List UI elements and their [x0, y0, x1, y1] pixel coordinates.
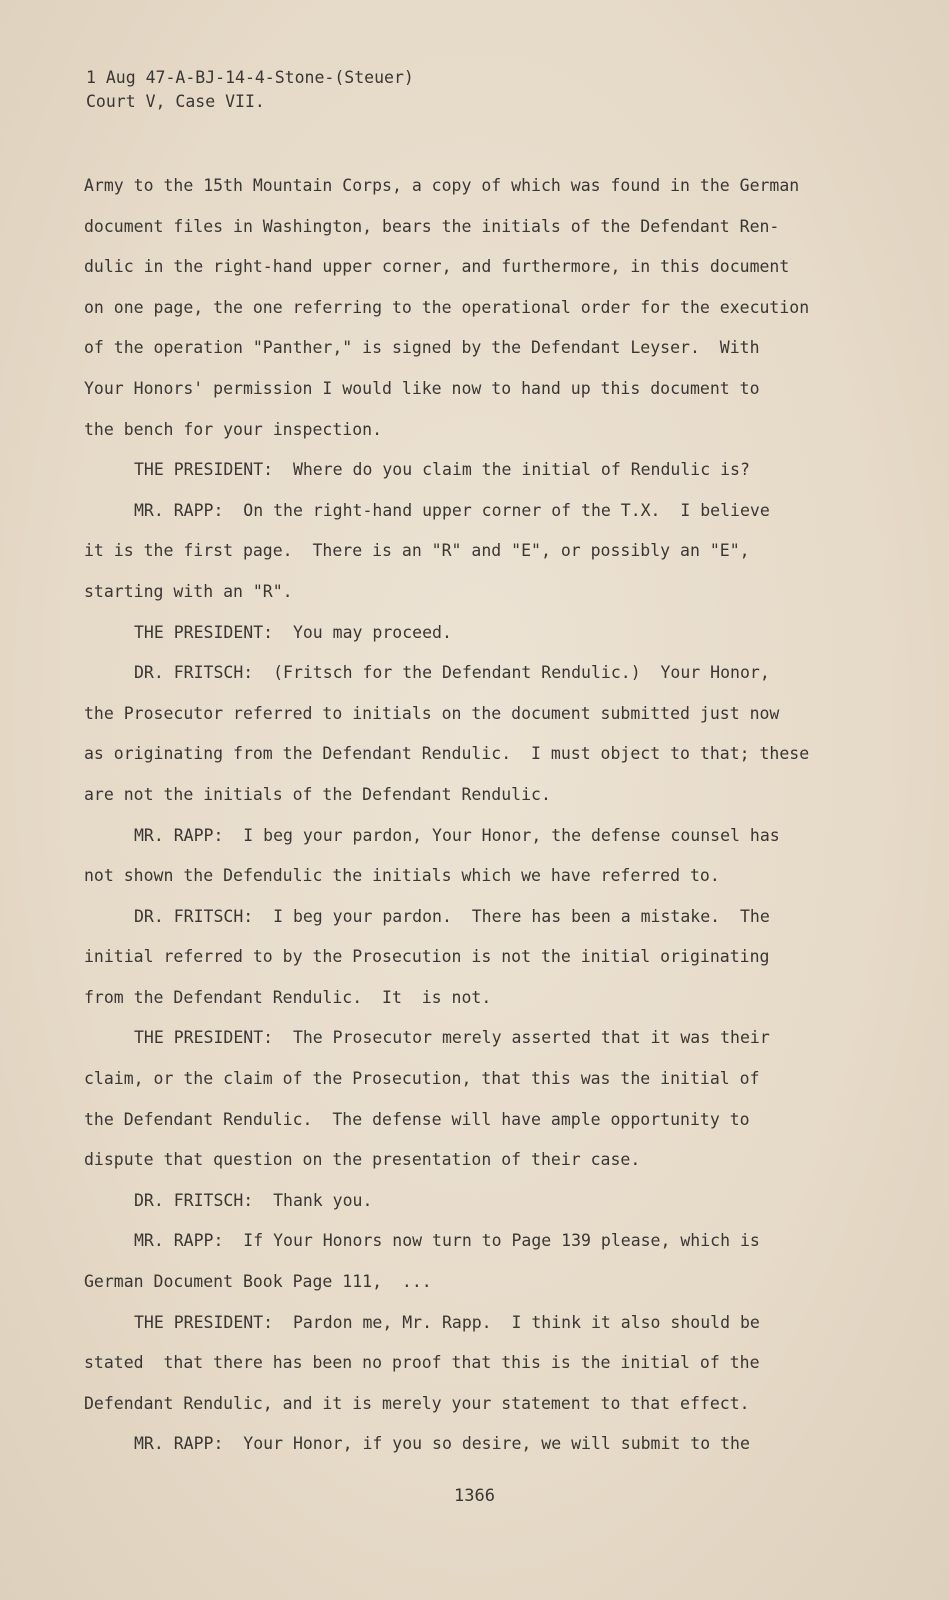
transcript-line: document files in Washington, bears the initials of the Defendant Ren-	[84, 216, 780, 236]
transcript-body	[84, 166, 874, 1465]
transcript-line: DR. FRITSCH: (Fritsch for the Defendant Rendulic.) Your Honor,	[134, 663, 770, 683]
transcript-line: DR. FRITSCH: I beg your pardon. There has been a mistake. The	[134, 906, 770, 926]
transcript-line: DR. FRITSCH: Thank you.	[134, 1190, 373, 1210]
transcript-line: as originating from the Defendant Rendulic. I must object to that; these	[84, 744, 810, 764]
transcript-line: the Prosecutor referred to initials on the document submitted just now	[84, 703, 780, 723]
transcript-line: stated that there has been no proof that this is the initial of the	[84, 1353, 760, 1373]
transcript-line: on one page, the one referring to the operational order for the execution	[84, 297, 810, 317]
transcript-line: MR. RAPP: If Your Honors now turn to Page 139 please, which is	[134, 1231, 760, 1251]
document-header	[86, 66, 414, 114]
transcript-line: MR. RAPP: On the right-hand upper corner of the T.X. I believe	[134, 500, 770, 520]
transcript-line: starting with an "R".	[84, 581, 293, 601]
transcript-line: THE PRESIDENT: The Prosecutor merely asserted that it was their	[134, 1028, 770, 1048]
transcript-line: THE PRESIDENT: You may proceed.	[134, 622, 452, 642]
page-number: 1366	[454, 1486, 495, 1506]
transcript-line: it is the first page. There is an "R" and "E", or possibly an "E",	[84, 541, 750, 561]
transcript-line: the bench for your inspection.	[84, 419, 383, 439]
transcript-line: MR. RAPP: I beg your pardon, Your Honor, the defense counsel has	[134, 825, 780, 845]
transcript-line: the Defendant Rendulic. The defense will have ample opportunity to	[84, 1109, 750, 1129]
header-court-line: Court V, Case VII.	[86, 92, 265, 111]
transcript-line: initial referred to by the Prosecution is not the initial originating	[84, 947, 770, 967]
transcript-line: THE PRESIDENT: Pardon me, Mr. Rapp. I think it also should be	[134, 1312, 760, 1332]
transcript-line: claim, or the claim of the Prosecution, that this was the initial of	[84, 1069, 760, 1089]
transcript-line: are not the initials of the Defendant Rendulic.	[84, 784, 551, 804]
transcript-line: German Document Book Page 111, ...	[84, 1272, 432, 1292]
transcript-line: not shown the Defendulic the initials which we have referred to.	[84, 866, 720, 886]
transcript-line: Defendant Rendulic, and it is merely your statement to that effect.	[84, 1393, 750, 1413]
transcript-line: dispute that question on the presentation of their case.	[84, 1150, 641, 1170]
transcript-line: Army to the 15th Mountain Corps, a copy of which was found in the German	[84, 176, 800, 195]
transcript-line: THE PRESIDENT: Where do you claim the initial of Rendulic is?	[134, 460, 750, 480]
transcript-line: from the Defendant Rendulic. It is not.	[84, 987, 492, 1007]
transcript-line: Your Honors' permission I would like now to hand up this document to	[84, 378, 760, 398]
transcript-line: dulic in the right-hand upper corner, and furthermore, in this document	[84, 257, 790, 277]
transcript-line: of the operation "Panther," is signed by the Defendant Leyser. With	[84, 338, 760, 358]
transcript-line: MR. RAPP: Your Honor, if you so desire, we will submit to the	[134, 1434, 750, 1454]
header-reference-line: 1 Aug 47-A-BJ-14-4-Stone-(Steuer)	[86, 68, 414, 87]
